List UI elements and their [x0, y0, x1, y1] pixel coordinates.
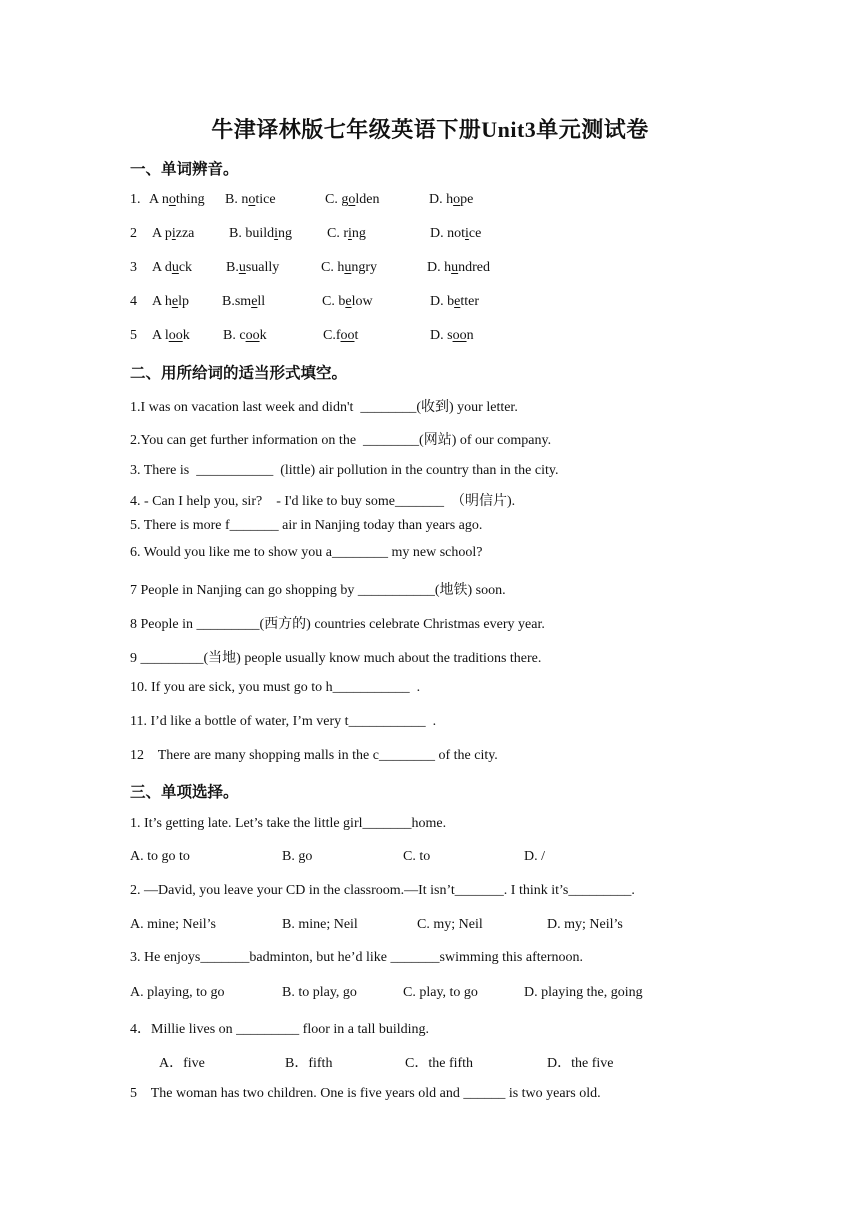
- phonics-option-c: [327, 226, 366, 242]
- fill-item-5: 5. There is more f_______ air in Nanjing today than years ago.: [130, 518, 483, 533]
- underlined-letters: e: [454, 294, 461, 309]
- underlined-letters: oo: [340, 328, 355, 343]
- mc-1-option-c: C. to: [403, 849, 431, 864]
- option-text: ck: [178, 260, 193, 275]
- fill-item-2: 2.You can get further information on the ________(网站) of our company.: [130, 433, 552, 448]
- option-text: A l: [152, 328, 169, 343]
- phonics-option-d: [429, 192, 473, 208]
- option-text: D. h: [427, 260, 452, 275]
- section-1-heading: 一、单词辨音。: [130, 161, 239, 178]
- option-text: C. g: [325, 192, 349, 207]
- option-text: B. n: [225, 192, 249, 207]
- fill-item-6: 6. Would you like me to show you a________ my new school?: [130, 545, 483, 560]
- mc-3-option-c: C. play, to go: [403, 985, 478, 1000]
- mc-question-2: 2. —David, you leave your CD in the classroom.—It isn’t_______. I think it’s_________.: [130, 883, 635, 898]
- section-2-heading: 二、用所给词的适当形式填空。: [130, 365, 348, 382]
- fill-item-10: 10. If you are sick, you must go to h___________ .: [130, 680, 421, 695]
- option-text: B. c: [223, 328, 246, 343]
- option-text: n: [466, 328, 474, 343]
- option-text: A h: [152, 294, 172, 309]
- option-text: ngry: [351, 260, 378, 275]
- option-text: k: [259, 328, 267, 343]
- phonics-option-c: [323, 328, 358, 344]
- option-text: C. b: [322, 294, 346, 309]
- phonics-option-a: [149, 192, 205, 208]
- phonics-option-a: [152, 294, 189, 310]
- option-text: ndred: [458, 260, 491, 275]
- option-text: A n: [149, 192, 169, 207]
- mc-1-option-d: D. /: [524, 849, 545, 864]
- option-text: sually: [245, 260, 280, 275]
- option-text: C. h: [321, 260, 345, 275]
- phonics-option-c: [322, 294, 373, 310]
- fill-item-1: 1.I was on vacation last week and didn't ________(收到) your letter.: [130, 400, 518, 415]
- underlined-letters: e: [171, 294, 179, 309]
- underlined-letters: i: [348, 226, 352, 241]
- option-text: B.: [226, 260, 239, 275]
- phonics-option-b: [225, 192, 276, 208]
- option-text: tter: [460, 294, 479, 309]
- mc-2-option-a: A. mine; Neil’s: [130, 917, 216, 932]
- phonics-option-d: [430, 294, 479, 310]
- phonics-option-b: [223, 328, 267, 344]
- phonics-row-number: 5: [130, 328, 137, 343]
- option-text: thing: [175, 192, 205, 207]
- option-text: low: [351, 294, 373, 309]
- phonics-option-a: [152, 328, 190, 344]
- phonics-option-c: [321, 260, 377, 276]
- underlined-letters: e: [251, 294, 258, 309]
- phonics-row-number: 1.: [130, 192, 141, 207]
- option-text: lden: [355, 192, 380, 207]
- underlined-letters: u: [344, 260, 352, 275]
- mc-4-option-b: B．fifth: [285, 1056, 333, 1071]
- mc-3-option-b: B. to play, go: [282, 985, 357, 1000]
- underlined-letters: i: [465, 226, 469, 241]
- option-text: k: [182, 328, 190, 343]
- option-text: D. h: [429, 192, 454, 207]
- mc-question-5: 5 The woman has two children. One is five years old and ______ is two years old.: [130, 1086, 601, 1101]
- option-text: ng: [278, 226, 293, 241]
- option-text: D. b: [430, 294, 455, 309]
- option-text: lp: [178, 294, 189, 309]
- phonics-option-b: [229, 226, 292, 242]
- mc-4-option-a: A．five: [159, 1056, 205, 1071]
- fill-item-3: 3. There is ___________ (little) air pollution in the country than in the city.: [130, 463, 559, 478]
- underlined-letters: i: [274, 226, 279, 241]
- phonics-option-b: [222, 294, 265, 310]
- option-text: tice: [255, 192, 276, 207]
- option-text: t: [354, 328, 359, 343]
- underlined-letters: o: [248, 192, 256, 207]
- option-text: ll: [257, 294, 266, 309]
- phonics-option-d: [430, 328, 474, 344]
- underlined-letters: oo: [245, 328, 260, 343]
- phonics-row-number: 4: [130, 294, 137, 309]
- option-text: B. build: [229, 226, 275, 241]
- underlined-letters: o: [453, 192, 461, 207]
- option-text: B.sm: [222, 294, 252, 309]
- phonics-option-b: [226, 260, 279, 276]
- mc-1-option-b: B. go: [282, 849, 313, 864]
- mc-4-option-c: C．the fifth: [405, 1056, 474, 1071]
- option-text: D. not: [430, 226, 465, 241]
- mc-3-option-d: D. playing the, going: [524, 985, 643, 1000]
- phonics-row-number: 2: [130, 226, 137, 241]
- option-text: D. s: [430, 328, 453, 343]
- mc-question-3: 3. He enjoys_______badminton, but he’d like _______swimming this afternoon.: [130, 950, 584, 965]
- underlined-letters: o: [168, 192, 176, 207]
- phonics-option-a: [152, 226, 194, 242]
- mc-question-1: 1. It’s getting late. Let’s take the little girl_______home.: [130, 816, 447, 831]
- option-text: pe: [460, 192, 474, 207]
- underlined-letters: e: [345, 294, 352, 309]
- page-title: 牛津译林版七年级英语下册Unit3单元测试卷: [211, 117, 649, 142]
- option-text: zza: [175, 226, 195, 241]
- option-text: A p: [152, 226, 172, 241]
- underlined-letters: o: [348, 192, 356, 207]
- phonics-option-d: [427, 260, 490, 276]
- fill-item-12: 12 There are many shopping malls in the c________ of the city.: [130, 748, 498, 763]
- underlined-letters: u: [171, 260, 179, 275]
- underlined-letters: u: [238, 260, 246, 275]
- underlined-letters: i: [171, 226, 176, 241]
- mc-4-option-d: D．the five: [547, 1056, 614, 1071]
- mc-2-option-b: B. mine; Neil: [282, 917, 358, 932]
- option-text: C. r: [327, 226, 348, 241]
- phonics-option-a: [152, 260, 192, 276]
- underlined-letters: u: [451, 260, 459, 275]
- underlined-letters: oo: [452, 328, 467, 343]
- mc-3-option-a: A. playing, to go: [130, 985, 225, 1000]
- fill-item-11: 11. I’d like a bottle of water, I’m very t___________ .: [130, 714, 437, 729]
- section-3-heading: 三、单项选择。: [130, 784, 239, 801]
- phonics-option-c: [325, 192, 379, 208]
- mc-2-option-c: C. my; Neil: [417, 917, 483, 932]
- mc-question-4: 4．Millie lives on _________ floor in a tall building.: [130, 1022, 430, 1037]
- option-text: ce: [468, 226, 482, 241]
- fill-item-7: 7 People in Nanjing can go shopping by ___________(地铁) soon.: [130, 583, 506, 598]
- phonics-row-number: 3: [130, 260, 137, 275]
- phonics-option-d: [430, 226, 481, 242]
- fill-item-9: 9 _________(当地) people usually know much about the traditions there.: [130, 651, 542, 666]
- option-text: ng: [351, 226, 366, 241]
- mc-1-option-a: A. to go to: [130, 849, 190, 864]
- mc-2-option-d: D. my; Neil’s: [547, 917, 623, 932]
- option-text: A d: [152, 260, 172, 275]
- underlined-letters: oo: [168, 328, 183, 343]
- option-text: C.f: [323, 328, 341, 343]
- fill-item-8: 8 People in _________(西方的) countries celebrate Christmas every year.: [130, 617, 545, 632]
- fill-item-4: 4. - Can I help you, sir? - I'd like to buy some_______ （明信片).: [130, 494, 516, 509]
